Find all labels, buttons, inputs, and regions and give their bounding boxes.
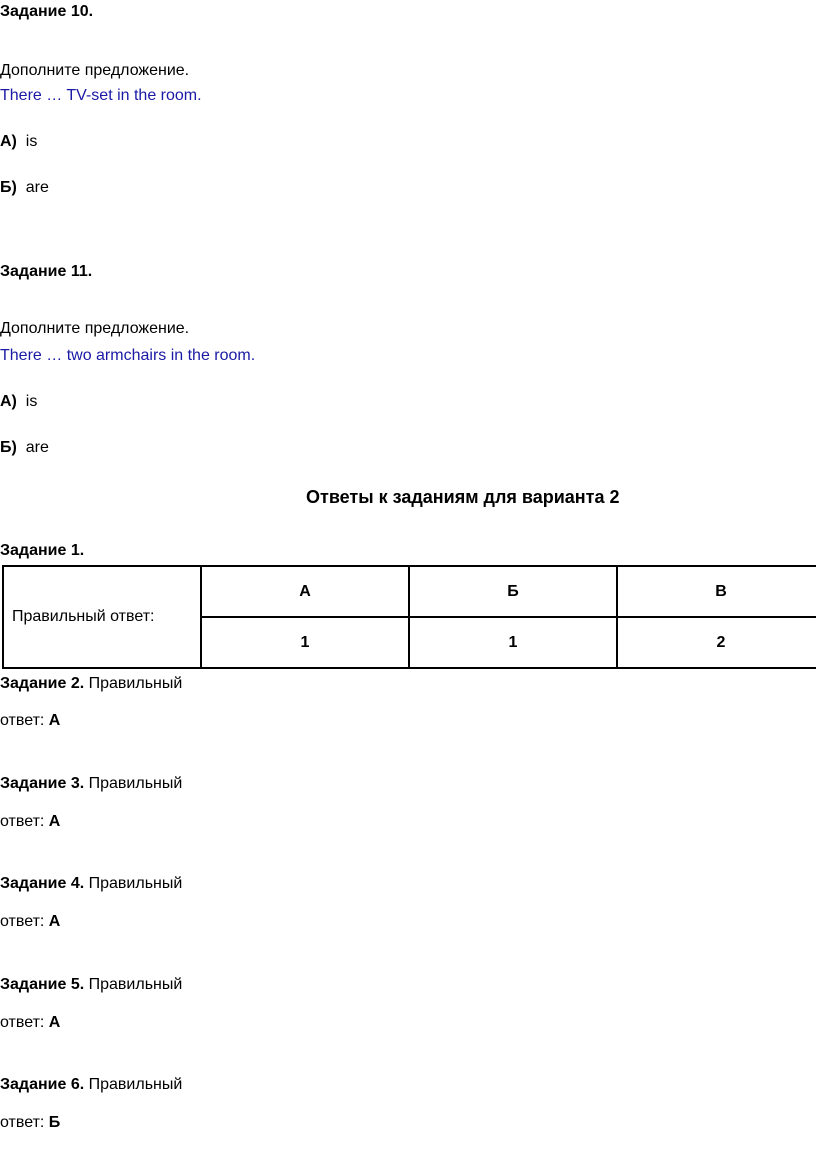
task2-answer-line1 xyxy=(0,676,182,692)
answer-value: А xyxy=(48,712,61,729)
task3-answer-line1 xyxy=(0,776,182,792)
task10-instruction: Дополните предложение. xyxy=(0,62,190,79)
option-text: are xyxy=(25,439,49,456)
answers-title: Ответы к заданиям для варианта 2 xyxy=(306,487,620,507)
task11-sentence: There … two armchairs in the room. xyxy=(0,347,256,364)
option-text: are xyxy=(25,179,49,196)
answer-label: Правильный xyxy=(84,1076,183,1093)
task5-answer-line1 xyxy=(0,977,182,993)
task11-option-b xyxy=(0,440,49,456)
answer-label: ответ: xyxy=(0,813,49,830)
answer-cell: 2 xyxy=(617,617,816,668)
answer-cell: 1 xyxy=(409,617,617,668)
task11-heading: Задание 11. xyxy=(0,263,93,280)
task-heading: Задание 4. xyxy=(0,875,85,892)
task1-heading: Задание 1. xyxy=(0,542,85,559)
answer-label: ответ: xyxy=(0,1014,49,1031)
task5-answer-line2 xyxy=(0,1015,60,1031)
column-header: А xyxy=(201,566,409,617)
task10-option-b xyxy=(0,180,49,196)
answer-value: А xyxy=(48,1014,61,1031)
option-text: is xyxy=(25,133,38,150)
answer-label: ответ: xyxy=(0,913,49,930)
answer-label: Правильный xyxy=(84,775,183,792)
option-letter: А) xyxy=(0,133,17,150)
answer-label: Правильный xyxy=(84,675,183,692)
option-letter: Б) xyxy=(0,179,17,196)
task10-option-a xyxy=(0,134,37,150)
task4-answer-line1 xyxy=(0,876,182,892)
task4-answer-line2 xyxy=(0,914,60,930)
task2-answer-line2 xyxy=(0,713,60,729)
answer-label: ответ: xyxy=(0,712,49,729)
answer-value: Б xyxy=(48,1114,61,1131)
answer-label: Правильный xyxy=(84,976,183,993)
task6-answer-line2 xyxy=(0,1115,60,1131)
task3-answer-line2 xyxy=(0,814,60,830)
task6-answer-line1 xyxy=(0,1077,182,1093)
task10-sentence: There … TV-set in the room. xyxy=(0,87,202,104)
task-heading: Задание 5. xyxy=(0,976,85,993)
task10-heading: Задание 10. xyxy=(0,3,94,20)
answer-label: ответ: xyxy=(0,1114,49,1131)
option-letter: А) xyxy=(0,393,17,410)
answer-value: А xyxy=(48,813,61,830)
task-heading: Задание 3. xyxy=(0,775,85,792)
option-text: is xyxy=(25,393,38,410)
column-header: Б xyxy=(409,566,617,617)
row-label: Правильный ответ: xyxy=(3,566,201,668)
task-heading: Задание 6. xyxy=(0,1076,85,1093)
answer-label: Правильный xyxy=(84,875,183,892)
column-header: В xyxy=(617,566,816,617)
task11-option-a xyxy=(0,394,37,410)
option-letter: Б) xyxy=(0,439,17,456)
task-heading: Задание 2. xyxy=(0,675,85,692)
answer-cell: 1 xyxy=(201,617,409,668)
task11-instruction: Дополните предложение. xyxy=(0,320,190,337)
answer-value: А xyxy=(48,913,61,930)
task1-answer-table xyxy=(2,565,816,669)
